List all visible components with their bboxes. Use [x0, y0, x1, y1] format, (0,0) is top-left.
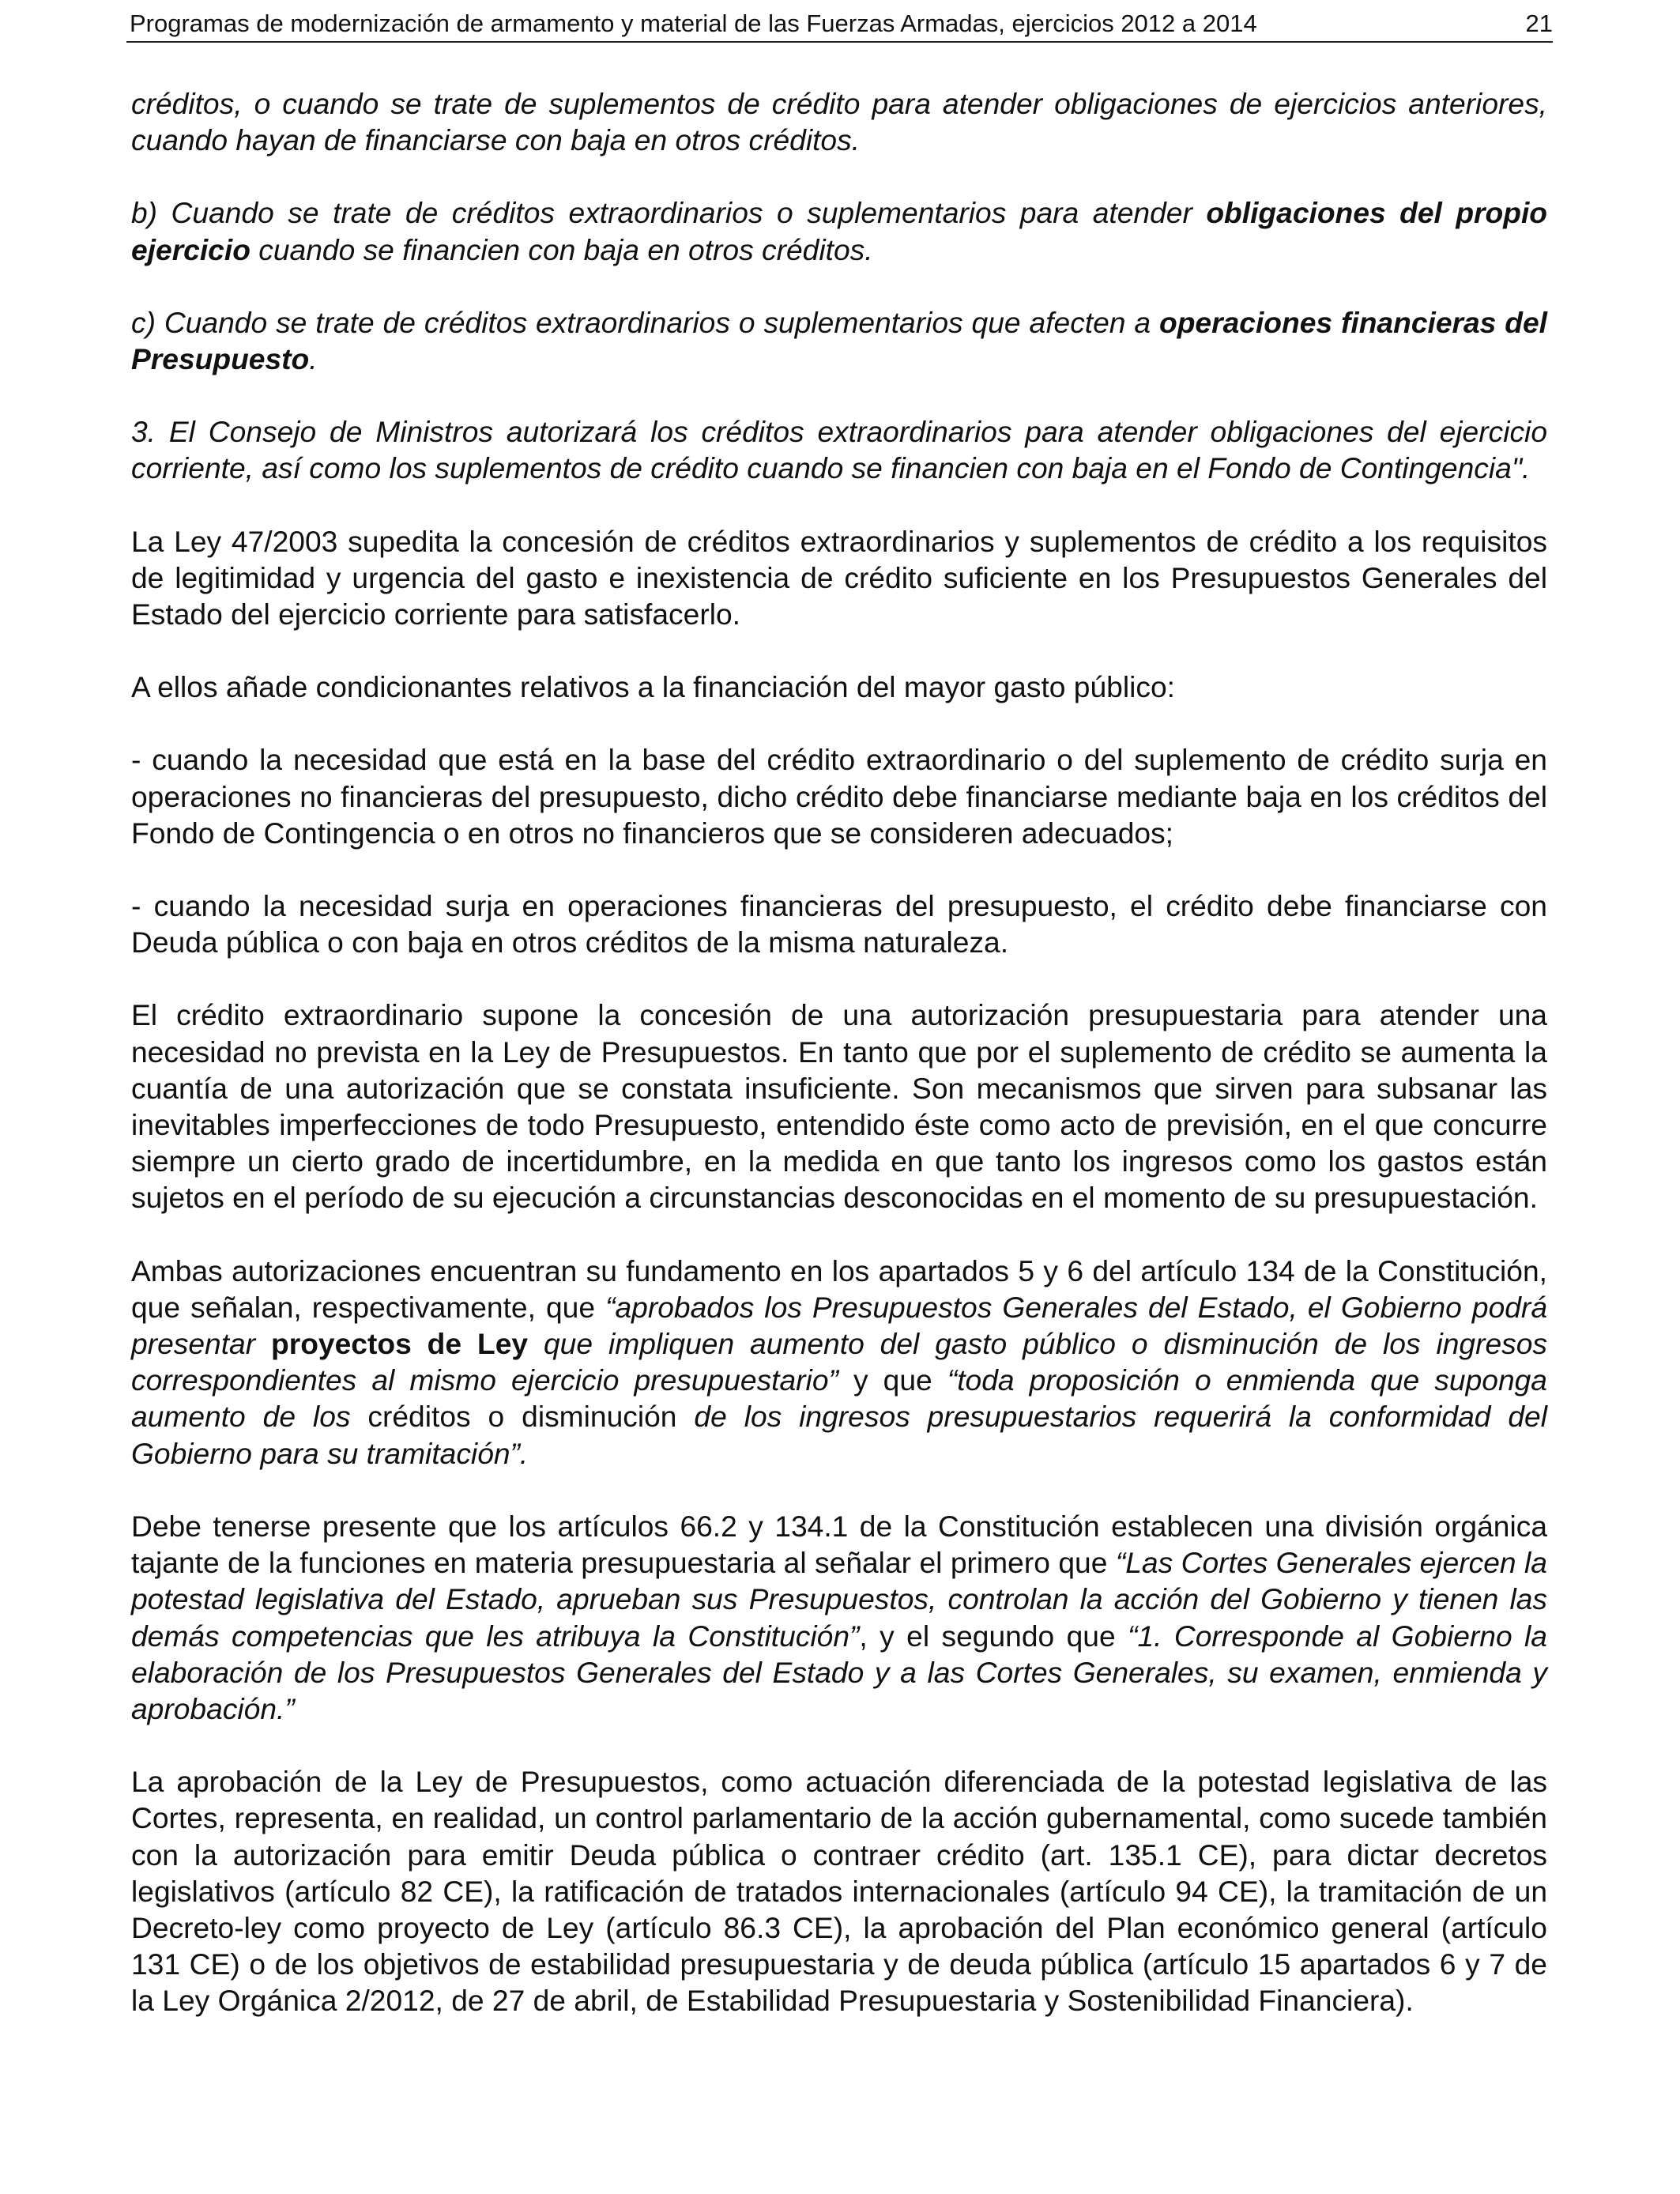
- paragraph-10-quote-c: “toda proposición o enmienda que suponga aumento de los: [131, 1363, 1547, 1434]
- paragraph-11-quote-b: “1. Corresponde al Gobierno la elaboración de los Presupuestos Generales del Estado y a las Cortes Generales, su examen, enmienda y aprobación.”: [131, 1619, 1547, 1725]
- paragraph-6: A ellos añade condicionantes relativos a la financiación del mayor gasto público:: [131, 670, 1175, 704]
- paragraph-5: La Ley 47/2003 supedita la concesión de créditos extraordinarios y suplementos de crédito a los requisitos de legitimidad y urgencia del gasto e inexistencia de crédito suficiente en los Presupuestos Generales del Estado del ejercicio corriente para satisfacerlo.: [131, 524, 1547, 631]
- paragraph-2-text-c: cuando se financien con baja en otros créditos.: [250, 232, 873, 266]
- header-title: Programas de modernización de armamento y material de las Fuerzas Armadas, ejercicios 2012 a 2014: [130, 9, 1257, 37]
- paragraph-10-quote-d: de los ingresos presupuestarios requerirá la conformidad del Gobierno para su tramitación”.: [131, 1400, 1547, 1470]
- running-header: [126, 6, 1553, 43]
- paragraph-11-quote-a: “Las Cortes Generales ejercen la potestad legislativa del Estado, aprueban sus Presupuestos, controlan la acción del Gobierno y tienen las demás competencias que les atribuya la Constitución”: [131, 1546, 1547, 1653]
- paragraph-4: 3. El Consejo de Ministros autorizará los créditos extraordinarios para atender obligaciones del ejercicio corriente, así como los suplementos de crédito cuando se financien con baja en el Fondo de Contingencia".: [131, 415, 1547, 485]
- paragraph-9: El crédito extraordinario supone la concesión de una autorización presupuestaria para atender una necesidad no prevista en la Ley de Presupuestos. En tanto que por el suplemento de crédito se aumenta la cuantía de una autorización que se constata insuficiente. Son mecanismos que sirven para subsanar las inevitables imperfecciones de todo Presupuesto, entendido éste como acto de previsión, en el que concurre siempre un cierto grado de incertidumbre, en la medida en que tanto los ingresos como los gastos están sujetos en el período de su ejecución a circunstancias desconocidas en el momento de su presupuestación.: [131, 998, 1547, 1215]
- document-body: [131, 85, 1547, 2056]
- paragraph-1: créditos, o cuando se trate de suplementos de crédito para atender obligaciones de ejercicios anteriores, cuando hayan de financiarse con baja en otros créditos.: [131, 87, 1547, 157]
- paragraph-3-bold: operaciones financieras del Presupuesto: [131, 305, 1547, 376]
- paragraph-10-text-e: y que: [838, 1363, 947, 1397]
- paragraph-10-text-a: Ambas autorizaciones encuentran su fundamento en los apartados 5 y 6 del artículo 134 de la Constitución, que señalan, respectivamente, que: [131, 1253, 1547, 1324]
- paragraph-11-text-c: , y el segundo que: [859, 1619, 1128, 1653]
- paragraph-10-quote-a: “aprobados los Presupuestos Generales del Estado, el Gobierno podrá presentar: [131, 1290, 1547, 1361]
- paragraph-10-text-g: créditos o disminución: [350, 1400, 695, 1434]
- page-number: 21: [1525, 9, 1553, 37]
- paragraph-7: - cuando la necesidad que está en la base del crédito extraordinario o del suplemento de crédito surja en operaciones no financieras del presupuesto, dicho crédito debe financiarse mediante baja en los créditos del Fondo de Contingencia o en otros no financieros que se consideren adecuados;: [131, 743, 1547, 850]
- paragraph-11-text-a: Debe tenerse presente que los artículos 66.2 y 134.1 de la Constitución establecen una división orgánica tajante de la funciones en materia presupuestaria al señalar el primero que: [131, 1509, 1547, 1580]
- paragraph-3-text-c: .: [309, 342, 318, 376]
- paragraph-10: [131, 1253, 1547, 1472]
- paragraph-2-bold: obligaciones del propio ejercicio: [131, 196, 1547, 266]
- paragraph-8: - cuando la necesidad surja en operaciones financieras del presupuesto, el crédito debe financiarse con Deuda pública o con baja en otros créditos de la misma naturaleza.: [131, 889, 1547, 959]
- paragraph-10-quote-b: que impliquen aumento del gasto público o disminución de los ingresos correspondientes al mismo ejercicio presupuestario”: [131, 1327, 1548, 1397]
- paragraph-2: [131, 194, 1547, 267]
- paragraph-10-bold: proyectos de Ley: [271, 1327, 529, 1361]
- paragraph-12: La aprobación de la Ley de Presupuestos, como actuación diferenciada de la potestad legislativa de las Cortes, representa, en realidad, un control parlamentario de la acción gubernamental, como sucede también con la autorización para emitir Deuda pública o contraer crédito (art. 135.1 CE), para dictar decretos legislativos (artículo 82 CE), la ratificación de tratados internacionales (artículo 94 CE), la tramitación de un Decreto-ley como proyecto de Ley (artículo 86.3 CE), la aprobación del Plan económico general (artículo 131 CE) o de los objetivos de estabilidad presupuestaria y de deuda pública (artículo 15 apartados 6 y 7 de la Ley Orgánica 2/2012, de 27 de abril, de Estabilidad Presupuestaria y Sostenibilidad Financiera).: [131, 1765, 1547, 2018]
- paragraph-3: [131, 304, 1547, 377]
- paragraph-3-text-a: c) Cuando se trate de créditos extraordinarios o suplementarios que afecten a: [131, 305, 1159, 339]
- paragraph-2-text-a: b) Cuando se trate de créditos extraordinarios o suplementarios para atender: [131, 196, 1207, 230]
- paragraph-11: [131, 1508, 1547, 1727]
